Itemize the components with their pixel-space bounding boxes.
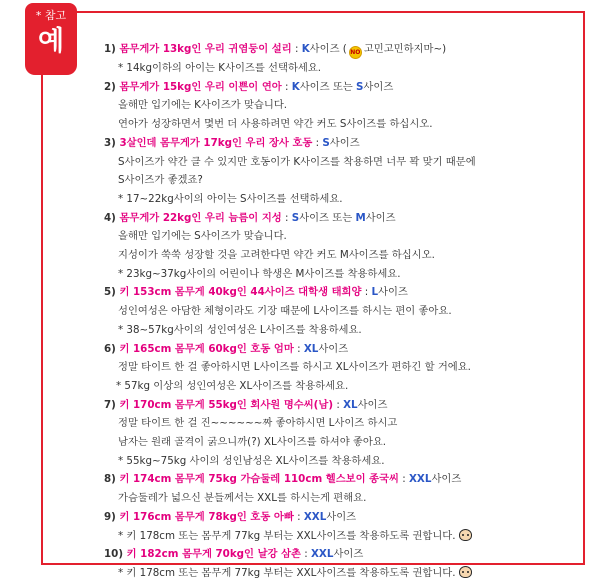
face-emoji-icon bbox=[459, 566, 472, 578]
example-item-4-line: 지성이가 쑥쑥 성장할 것을 고려한다면 약간 커도 M사이즈를 하십시오. bbox=[118, 249, 435, 262]
size-text: 사이즈 bbox=[363, 80, 394, 93]
item-number: 2) bbox=[104, 80, 116, 93]
example-item-6-line: * 57kg 이상의 성인여성은 XL사이즈를 착용하세요. bbox=[116, 379, 349, 392]
badge-small-label: * 참고 bbox=[35, 9, 67, 22]
size-text: 사이즈 bbox=[333, 548, 364, 561]
example-item-1-line: * 14kg이하의 아이는 K사이즈를 선택하세요. bbox=[118, 62, 322, 74]
item-number: 6) bbox=[104, 342, 116, 355]
size-code: S bbox=[291, 211, 300, 224]
item-number: 10) bbox=[104, 548, 124, 561]
size-code: XXL bbox=[310, 548, 334, 561]
example-item-2-line: 올해만 입기에는 K사이즈가 맞습니다. bbox=[118, 99, 288, 112]
separator: : bbox=[293, 510, 304, 523]
size-text: 사이즈 bbox=[365, 211, 396, 224]
example-item-10-line bbox=[104, 564, 584, 583]
example-item-3-line: S사이즈가 약간 클 수 있지만 호동이가 K사이즈를 착용하면 너무 꽉 맞기 때문에 bbox=[118, 155, 476, 168]
size-text: 사이즈 bbox=[326, 510, 357, 523]
example-item-6-line: 정말 타이트 한 걸 좋아하시면 L사이즈를 하시고 XL사이즈가 편하긴 할 거에요. bbox=[118, 361, 471, 374]
example-item-7-line: * 55kg~75kg 사이의 성인남성은 XL사이즈를 착용하세요. bbox=[118, 454, 385, 467]
item-number: 1) bbox=[104, 43, 116, 55]
example-item-7-line: 남자는 원래 골격이 굵으니까(?) XL사이즈를 하셔야 좋아요. bbox=[118, 436, 387, 449]
example-item-7-line: 정말 타이트 한 걸 진~~~~~~짜 좋아하시면 L사이즈 하시고 bbox=[118, 417, 398, 430]
person-description: 키 176cm 몸무게 78kg인 호동 아빠 bbox=[119, 510, 294, 523]
size-code: S bbox=[322, 136, 330, 149]
size-code: XL bbox=[343, 398, 358, 411]
example-item-3-heading bbox=[104, 134, 584, 153]
badge-big-label: 예 bbox=[37, 26, 65, 57]
size-code: M bbox=[355, 211, 366, 224]
separator: : bbox=[291, 43, 302, 55]
person-description: 3살인데 몸무게가 17kg인 우리 장사 호동 bbox=[119, 136, 313, 149]
example-item-1-heading bbox=[104, 40, 584, 59]
size-code: XL bbox=[303, 342, 319, 355]
example-item-5-line: * 38~57kg사이의 성인여성은 L사이즈를 착용하세요. bbox=[118, 323, 362, 336]
size-text: 사이즈 또는 bbox=[299, 211, 356, 224]
size-code: L bbox=[371, 286, 379, 299]
size-text: 사이즈 또는 bbox=[299, 80, 356, 93]
separator: : bbox=[361, 286, 372, 299]
example-item-3-line: * 17~22kg사이의 아이는 S사이즈를 선택하세요. bbox=[118, 192, 343, 205]
example-item-6-heading bbox=[104, 340, 584, 359]
separator: : bbox=[300, 548, 311, 561]
example-item-3-line: S사이즈가 좋겠죠? bbox=[118, 174, 203, 187]
item-number: 5) bbox=[104, 286, 116, 299]
separator: : bbox=[398, 473, 409, 486]
face-emoji-icon bbox=[459, 529, 472, 541]
item-number: 9) bbox=[104, 510, 116, 523]
person-description: 몸무게가 13kg인 우리 귀염둥이 설리 bbox=[119, 43, 292, 55]
person-description: 키 153cm 몸무게 40kg인 44사이즈 대학생 태희양 bbox=[119, 286, 362, 299]
example-item-2-line: 연아가 성장하면서 몇번 더 사용하려면 약간 커도 S사이즈를 하십시오. bbox=[118, 118, 433, 131]
person-description: 몸무게가 15kg인 우리 이쁜이 연아 bbox=[119, 80, 282, 93]
separator: : bbox=[293, 342, 304, 355]
item-number: 4) bbox=[104, 211, 116, 224]
example-item-8-heading bbox=[104, 470, 584, 489]
person-description: 키 182cm 몸무게 70kg인 날강 삼촌 bbox=[126, 548, 301, 561]
no-emoji-icon: NO bbox=[349, 46, 362, 59]
size-code: K bbox=[301, 43, 310, 55]
example-item-9-line bbox=[104, 527, 584, 546]
example-item-9-heading bbox=[104, 508, 584, 527]
person-description: 키 174cm 몸무게 75kg 가슴둘레 110cm 헬스보이 종국씨 bbox=[119, 473, 399, 486]
item-number: 8) bbox=[104, 473, 116, 486]
example-item-8-line: 가슴둘레가 넓으신 분들께서는 XXL를 하시는게 편해요. bbox=[118, 492, 367, 505]
example-item-5-heading bbox=[104, 283, 584, 302]
recommendation-text: * 키 178cm 또는 몸무게 77kg 부터는 XXL사이즈를 착용하도록 권합니다. bbox=[118, 566, 456, 579]
size-text: 사이즈 ( bbox=[309, 43, 347, 55]
separator: : bbox=[312, 136, 323, 149]
separator: : bbox=[281, 80, 292, 93]
example-item-4-line: 올해만 입기에는 S사이즈가 맞습니다. bbox=[118, 230, 287, 243]
size-code: S bbox=[356, 80, 364, 93]
size-code: K bbox=[291, 80, 300, 93]
separator: : bbox=[281, 211, 292, 224]
person-description: 키 170cm 몸무게 55kg인 회사원 명수씨(남) bbox=[119, 398, 334, 411]
size-text: 고민고민하지마~) bbox=[363, 43, 447, 55]
person-description: 몸무게가 22kg인 우리 늠름이 지성 bbox=[119, 211, 282, 224]
size-examples-list bbox=[104, 40, 584, 583]
example-item-7-heading bbox=[104, 396, 584, 415]
size-code: XXL bbox=[303, 510, 327, 523]
size-text: 사이즈 bbox=[318, 342, 349, 355]
example-item-2-heading bbox=[104, 78, 584, 97]
example-item-5-line: 성인여성은 아담한 체형이라도 기장 때문에 L사이즈를 하시는 편이 좋아요. bbox=[118, 305, 452, 318]
size-text: 사이즈 bbox=[329, 136, 360, 149]
recommendation-text: * 키 178cm 또는 몸무게 77kg 부터는 XXL사이즈를 착용하도록 권합니다. bbox=[118, 529, 456, 542]
example-item-4-line: * 23kg~37kg사이의 어린이나 학생은 M사이즈를 착용하세요. bbox=[118, 267, 401, 280]
example-item-10-heading bbox=[104, 545, 584, 564]
example-item-4-heading bbox=[104, 209, 584, 228]
separator: : bbox=[333, 398, 344, 411]
reference-badge bbox=[25, 3, 77, 75]
person-description: 키 165cm 몸무게 60kg인 호동 엄마 bbox=[119, 342, 294, 355]
size-text: 사이즈 bbox=[378, 286, 408, 299]
item-number: 7) bbox=[104, 398, 116, 411]
size-code: XXL bbox=[408, 473, 432, 486]
item-number: 3) bbox=[104, 136, 116, 149]
size-text: 사이즈 bbox=[431, 473, 462, 486]
size-text: 사이즈 bbox=[357, 398, 388, 411]
